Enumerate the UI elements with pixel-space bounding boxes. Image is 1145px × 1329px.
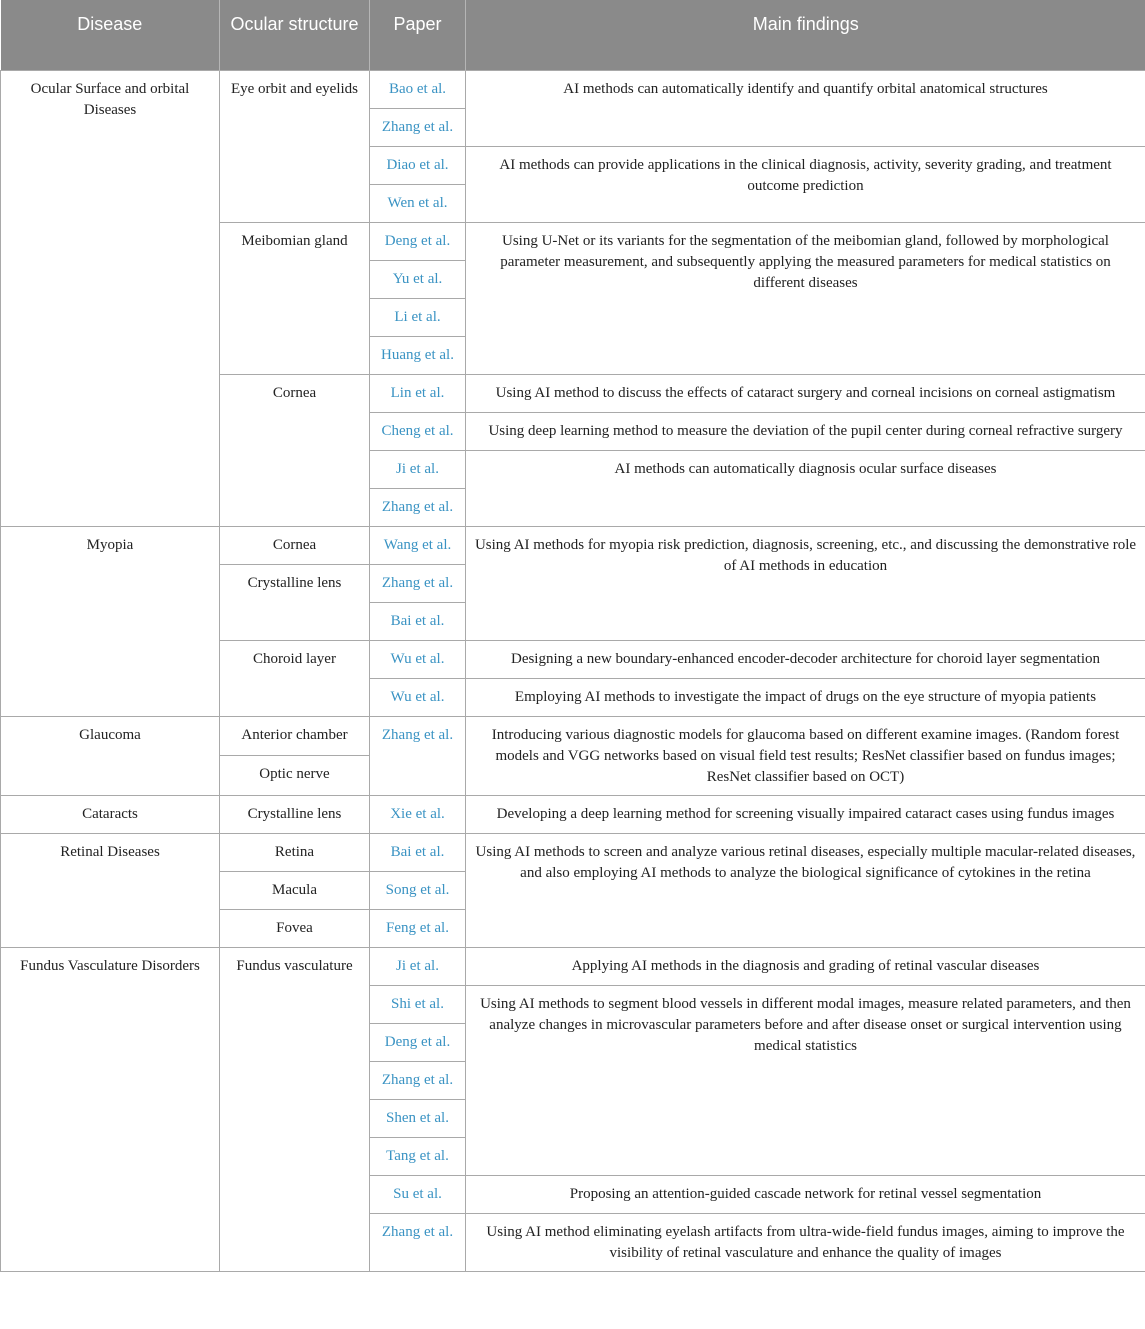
structure-cell: Cornea [220,374,370,526]
finding-cell: Using AI methods for myopia risk prediction, diagnosis, screening, etc., and discussing the demonstrative role of AI methods in education [466,526,1145,640]
paper-link[interactable]: Shen et al. [370,1099,466,1137]
finding-cell: Developing a deep learning method for screening visually impaired cataract cases using fundus images [466,795,1145,833]
finding-cell: Using AI methods to screen and analyze various retinal diseases, especially multiple macular-related diseases, and also employing AI methods to analyze the biological significance of cytokines in the retina [466,833,1145,947]
table-row [1,716,1145,756]
structure-cell: Fundus vasculature [220,947,370,1271]
disease-cell: Retinal Diseases [1,833,220,947]
finding-cell: Using AI methods to segment blood vessels in different modal images, measure related parameters, and then analyze changes in microvascular parameters before and after disease onset or surgical intervention using medical statistics [466,985,1145,1175]
paper-link[interactable]: Bao et al. [370,70,466,108]
paper-link[interactable]: Li et al. [370,298,466,336]
paper-link[interactable]: Xie et al. [370,795,466,833]
table-row [1,70,1145,108]
paper-link[interactable]: Bai et al. [370,833,466,871]
paper-link[interactable]: Shi et al. [370,985,466,1023]
paper-link[interactable]: Ji et al. [370,450,466,488]
paper-link[interactable]: Bai et al. [370,602,466,640]
paper-link[interactable]: Song et al. [370,871,466,909]
paper-link[interactable]: Zhang et al. [370,1213,466,1271]
disease-cell: Fundus Vasculature Disorders [1,947,220,1271]
paper-link[interactable]: Wu et al. [370,640,466,678]
finding-cell: AI methods can provide applications in the clinical diagnosis, activity, severity grading, and treatment outcome prediction [466,146,1145,222]
finding-cell: Designing a new boundary-enhanced encoder-decoder architecture for choroid layer segmentation [466,640,1145,678]
paper-link[interactable]: Ji et al. [370,947,466,985]
finding-cell: Introducing various diagnostic models for glaucoma based on different examine images. (Random forest models and VGG networks based on visual field test results; ResNet classifier based on fundus images; ResNet classifier based on OCT) [466,716,1145,795]
finding-cell: Using AI method to discuss the effects of cataract surgery and corneal incisions on corneal astigmatism [466,374,1145,412]
disease-cell: Ocular Surface and orbital Diseases [1,70,220,526]
structure-cell: Crystalline lens [220,564,370,640]
finding-cell: Proposing an attention-guided cascade network for retinal vessel segmentation [466,1175,1145,1213]
structure-cell: Meibomian gland [220,222,370,374]
structure-cell: Optic nerve [220,756,370,796]
finding-cell: AI methods can automatically identify and quantify orbital anatomical structures [466,70,1145,146]
structure-cell: Retina [220,833,370,871]
header-structure: Ocular structure [220,0,370,70]
disease-cell: Cataracts [1,795,220,833]
paper-link[interactable]: Deng et al. [370,222,466,260]
structure-cell: Macula [220,871,370,909]
paper-link[interactable]: Wu et al. [370,678,466,716]
paper-link[interactable]: Zhang et al. [370,716,466,795]
paper-link[interactable]: Cheng et al. [370,412,466,450]
table-row [1,947,1145,985]
header-disease: Disease [1,0,220,70]
paper-link[interactable]: Zhang et al. [370,108,466,146]
finding-cell: Using deep learning method to measure the deviation of the pupil center during corneal refractive surgery [466,412,1145,450]
table-row [1,833,1145,871]
disease-cell: Myopia [1,526,220,716]
table-row [1,526,1145,564]
structure-cell: Fovea [220,909,370,947]
finding-cell: Using U-Net or its variants for the segmentation of the meibomian gland, followed by morphological parameter measurement, and subsequently applying the measured parameters for medical statistics on different diseases [466,222,1145,374]
structure-cell: Cornea [220,526,370,564]
disease-cell: Glaucoma [1,716,220,795]
paper-link[interactable]: Deng et al. [370,1023,466,1061]
paper-link[interactable]: Lin et al. [370,374,466,412]
header-row [1,0,1145,70]
paper-link[interactable]: Su et al. [370,1175,466,1213]
paper-link[interactable]: Wang et al. [370,526,466,564]
paper-link[interactable]: Zhang et al. [370,564,466,602]
paper-link[interactable]: Tang et al. [370,1137,466,1175]
paper-link[interactable]: Feng et al. [370,909,466,947]
paper-link[interactable]: Zhang et al. [370,488,466,526]
structure-cell: Anterior chamber [220,716,370,756]
finding-cell: Applying AI methods in the diagnosis and grading of retinal vascular diseases [466,947,1145,985]
paper-link[interactable]: Zhang et al. [370,1061,466,1099]
structure-cell: Crystalline lens [220,795,370,833]
paper-link[interactable]: Yu et al. [370,260,466,298]
table-row [1,795,1145,833]
paper-link[interactable]: Wen et al. [370,184,466,222]
header-findings: Main findings [466,0,1145,70]
finding-cell: AI methods can automatically diagnosis ocular surface diseases [466,450,1145,526]
paper-link[interactable]: Diao et al. [370,146,466,184]
structure-cell: Eye orbit and eyelids [220,70,370,222]
paper-link[interactable]: Huang et al. [370,336,466,374]
header-paper: Paper [370,0,466,70]
finding-cell: Employing AI methods to investigate the impact of drugs on the eye structure of myopia patients [466,678,1145,716]
finding-cell: Using AI method eliminating eyelash artifacts from ultra-wide-field fundus images, aiming to improve the visibility of retinal vasculature and enhance the quality of images [466,1213,1145,1271]
structure-cell: Choroid layer [220,640,370,716]
